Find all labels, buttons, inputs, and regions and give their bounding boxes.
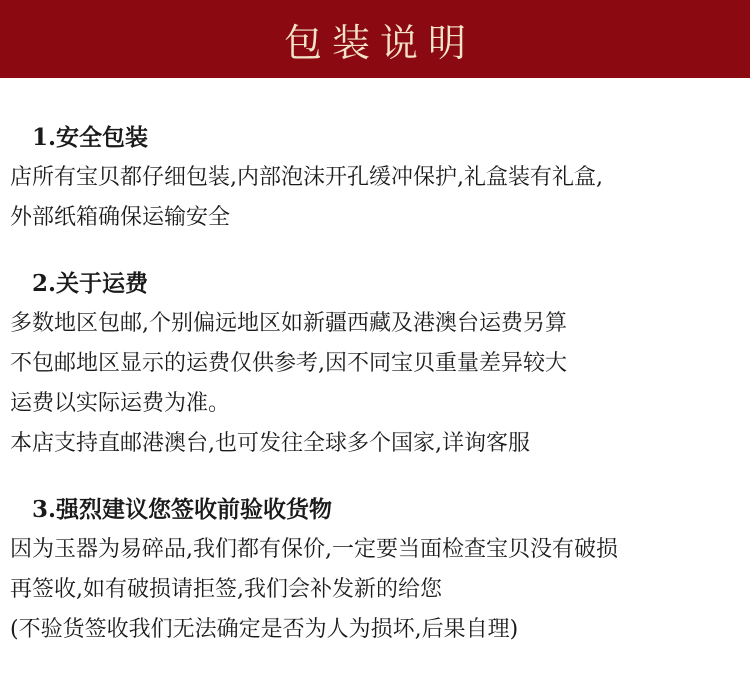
text-line: (不验货签收我们无法确定是否为人为损坏,后果自理) [10,617,519,642]
text-line: 再签收,如有破损请拒签,我们会补发新的给您 [10,577,442,602]
section-shipping-fees [10,264,740,464]
text-line: 不包邮地区显示的运费仅供参考,因不同宝贝重量差异较大 [10,351,567,376]
section-inspect-before-signing [10,490,740,650]
text-line: 多数地区包邮,个别偏远地区如新疆西藏及港澳台运费另算 [10,311,567,336]
text-line: 运费以实际运费为准。 [10,391,231,416]
section-heading: 3.强烈建议您签收前验收货物 [32,496,333,523]
header-banner [0,0,750,78]
text-line: 因为玉器为易碎品,我们都有保价,一定要当面检查宝贝没有破损 [10,537,618,562]
page-title: 包装说明 [283,20,476,65]
text-line: 外部纸箱确保运输安全 [10,205,231,230]
section-heading: 2.关于运费 [32,270,149,297]
text-line: 本店支持直邮港澳台,也可发往全球多个国家,详询客服 [10,431,530,456]
section-safe-packaging [10,118,740,238]
section-heading: 1.安全包装 [32,124,149,151]
text-line: 店所有宝贝都仔细包装,内部泡沫开孔缓冲保护,礼盒装有礼盒, [10,165,603,190]
instructions-content [10,118,740,676]
